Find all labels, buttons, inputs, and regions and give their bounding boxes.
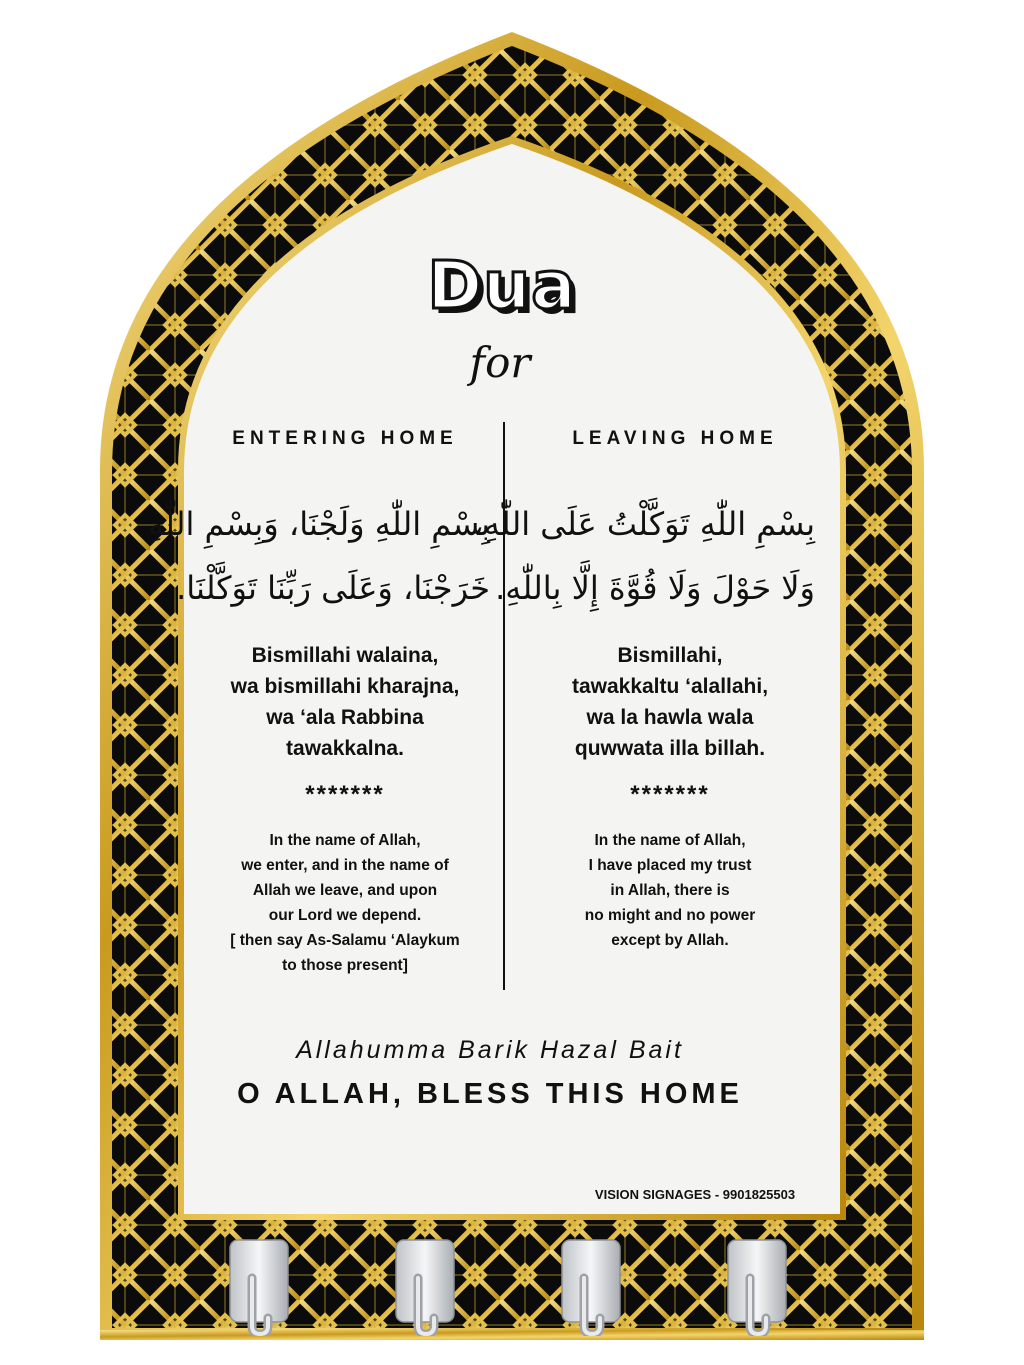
translit-line: Bismillahi walaina,: [251, 644, 439, 667]
entering-arabic-line-1: بِسْمِ اللّٰهِ وَلَجْنَا، وَبِسْمِ اللّٰهِ: [147, 505, 490, 543]
translit-line: quwwata illa billah.: [574, 737, 766, 760]
meaning-line: in Allah, there is: [610, 882, 730, 899]
entering-transliteration: [200, 640, 490, 764]
entering-arabic-line-2: خَرَجْنَا، وَعَلَى رَبِّنَا تَوَكَّلْنَا.: [176, 569, 490, 607]
leaving-separator-stars: *******: [630, 781, 710, 808]
entering-separator-stars: *******: [305, 781, 385, 808]
meaning-line: we enter, and in the name of: [241, 857, 449, 874]
meaning-line: [ then say As-Salamu ‘Alaykum: [230, 932, 460, 949]
key-hook[interactable]: [394, 1238, 456, 1341]
leaving-arabic-line-1: بِسْمِ اللّٰهِ تَوَكَّلْتُ عَلَى اللّٰهِ،: [473, 505, 815, 543]
translit-line: wa ‘ala Rabbina: [266, 706, 424, 729]
leaving-transliteration: [525, 640, 815, 764]
leaving-arabic-line-2: وَلَا حَوْلَ وَلَا قُوَّةَ إِلَّا بِاللّٰهِ.: [495, 569, 815, 607]
meaning-line: In the name of Allah,: [594, 832, 746, 849]
meaning-line: In the name of Allah,: [269, 832, 421, 849]
translit-line: wa la hawla wala: [586, 706, 754, 729]
translit-line: Bismillahi,: [617, 644, 723, 667]
title-dua: Dua: [427, 247, 577, 324]
meaning-line: I have placed my trust: [588, 857, 752, 874]
key-hook[interactable]: [560, 1238, 622, 1341]
leaving-home-heading: LEAVING HOME: [572, 428, 778, 449]
blessing-transliteration: Allahumma Barik Hazal Bait: [296, 1036, 684, 1064]
meaning-line: except by Allah.: [611, 932, 729, 949]
title-for: for: [469, 338, 531, 387]
leaving-meaning: [525, 828, 815, 953]
translit-line: tawakkaltu ‘alallahi,: [571, 675, 769, 698]
meaning-line: to those present]: [282, 957, 408, 974]
translit-line: tawakkalna.: [286, 737, 404, 760]
blessing-english: O ALLAH, BLESS THIS HOME: [237, 1078, 743, 1110]
meaning-line: no might and no power: [584, 907, 756, 924]
key-hook[interactable]: [726, 1238, 788, 1341]
meaning-line: our Lord we depend.: [268, 907, 422, 924]
meaning-line: Allah we leave, and upon: [252, 882, 438, 899]
entering-home-heading: ENTERING HOME: [232, 428, 458, 449]
maker-credit: VISION SIGNAGES - 9901825503: [594, 1187, 796, 1202]
translit-line: wa bismillahi kharajna,: [230, 675, 460, 698]
key-hook[interactable]: [228, 1238, 290, 1341]
entering-meaning: [200, 828, 490, 978]
bottom-rim: [100, 1330, 924, 1340]
